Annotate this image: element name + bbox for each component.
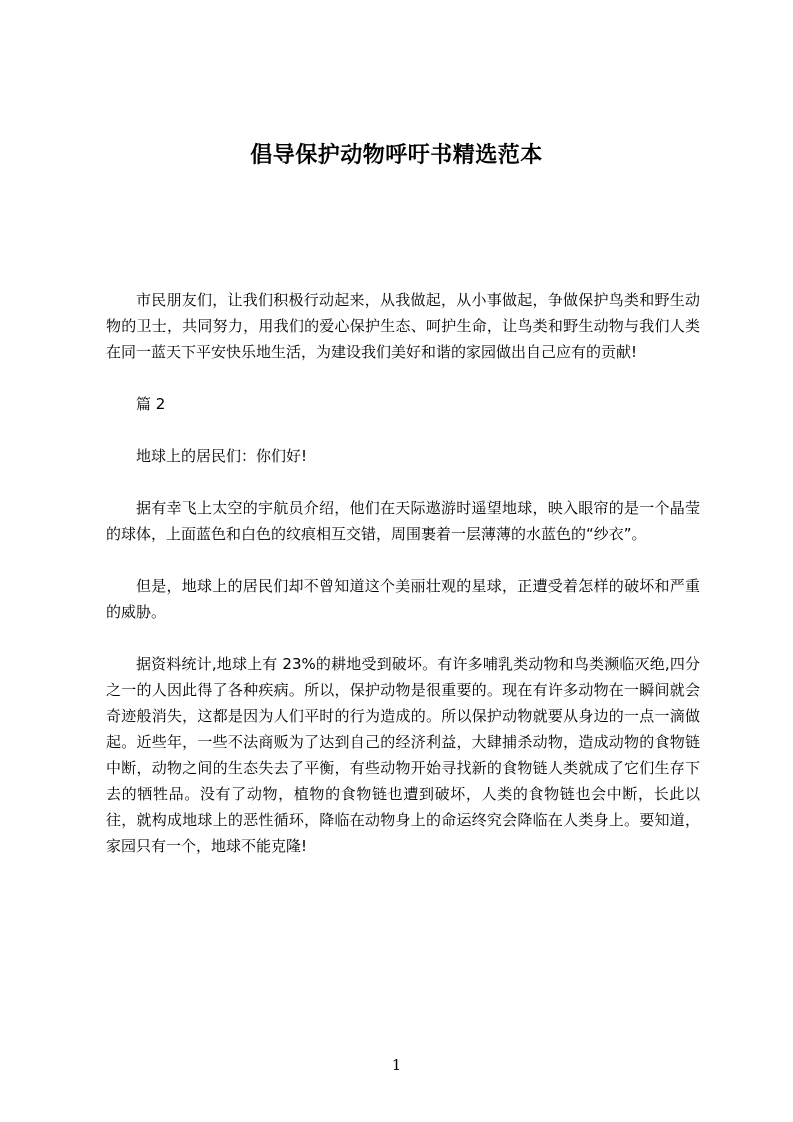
- document-title: 倡导保护动物呼吁书精选范本: [250, 143, 543, 168]
- paragraph-astronaut: 据有幸飞上太空的宇航员介绍，他们在天际遨游时遥望地球，映入眼帘的是一个晶莹的球体，上面蓝色和白色的纹痕相互交错，周围裹着一层薄薄的水蓝色的“纱衣”。: [106, 499, 700, 543]
- paragraph-greeting: 地球上的居民们：你们好!: [136, 447, 308, 465]
- paragraph-statistics: 据资料统计,地球上有 23%的耕地受到破坏。有许多哺乳类动物和鸟类濒临灭绝,四分之一的人因此得了各种疾病。所以，保护动物是很重要的。现在有许多动物在一瞬间就会奇迹般消失，这都是因为人们平时的行为造成的。所以保护动物就要从身边的一点一滴做起。近些年，一些不法商贩为了达到自己的经济利益，大肆捕杀动物，造成动物的食物链中断，动物之间的生态失去了平衡，有些动物开始寻找新的食物链人类就成了它们生存下去的牺牲品。没有了动物，植物的食物链也遭到破坏，人类的食物链也会中断，长此以往，就构成地球上的恶性循环，降临在动物身上的命运终究会降临在人类身上。要知道，家园只有一个，地球不能克隆!: [106, 655, 700, 855]
- page-number: 1: [391, 1056, 402, 1074]
- document-body: [106, 287, 700, 885]
- section-heading-part-2: 篇 2: [136, 395, 166, 413]
- paragraph-threat: 但是，地球上的居民们却不曾知道这个美丽壮观的星球，正遭受着怎样的破坏和严重的威胁。: [106, 577, 700, 621]
- paragraph-appeal: 市民朋友们，让我们积极行动起来，从我做起，从小事做起，争做保护鸟类和野生动物的卫士，共同努力，用我们的爱心保护生态、呵护生命，让鸟类和野生动物与我们人类在同一蓝天下平安快乐地生活，为建设我们美好和谐的家园做出自己应有的贡献!: [106, 291, 700, 361]
